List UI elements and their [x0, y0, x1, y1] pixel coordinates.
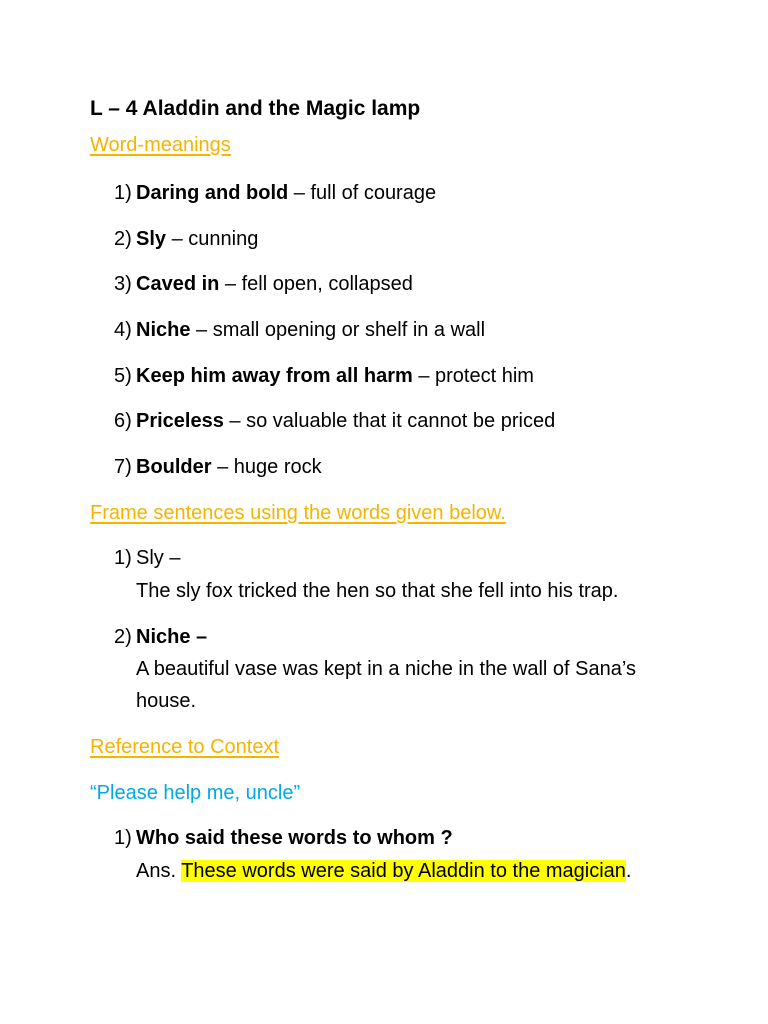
item-meaning: – protect him: [412, 365, 534, 387]
item-term: Boulder: [136, 456, 212, 478]
item-term: Niche –: [136, 626, 208, 648]
item-number: 4): [114, 319, 132, 341]
item-number: 5): [114, 365, 132, 387]
word-meaning-item: [114, 408, 555, 434]
word-meaning-item: [114, 271, 413, 297]
item-number: 1): [114, 182, 132, 204]
word-meaning-item: [114, 363, 534, 389]
item-term: Caved in: [136, 273, 220, 295]
item-number: 1): [114, 547, 132, 569]
item-meaning: – fell open, collapsed: [219, 273, 413, 295]
item-meaning: – small opening or shelf in a wall: [190, 319, 486, 341]
item-term: Sly –: [136, 547, 181, 569]
word-meaning-item: [114, 180, 436, 206]
answer-end: .: [625, 860, 632, 882]
item-term: Priceless: [136, 410, 224, 432]
item-number: 2): [114, 626, 132, 648]
item-meaning: – so valuable that it cannot be priced: [223, 410, 556, 432]
item-term: Daring and bold: [136, 182, 289, 204]
item-meaning: – huge rock: [211, 456, 322, 478]
item-term: Keep him away from all harm: [136, 365, 413, 387]
item-meaning: – cunning: [166, 228, 259, 250]
answer-line: [136, 858, 631, 884]
frame-sentence-text: house.: [136, 690, 197, 712]
frame-sentence-text: The sly fox tricked the hen so that she fell into his trap.: [136, 580, 619, 602]
page-title: L – 4 Aladdin and the Magic lamp: [90, 97, 421, 120]
item-term: Niche: [136, 319, 191, 341]
frame-sentence-text: A beautiful vase was kept in a niche in the wall of Sana’s: [136, 658, 636, 680]
reference-to-context-heading: Reference to Context: [90, 736, 279, 758]
item-meaning: – full of courage: [288, 182, 437, 204]
item-number: 1): [114, 827, 132, 849]
answer-label: Ans.: [136, 860, 182, 882]
frame-sentence-item: [114, 545, 180, 571]
item-term: Sly: [136, 228, 167, 250]
question-text: Who said these words to whom ?: [136, 827, 453, 849]
word-meaning-item: [114, 454, 322, 480]
frame-sentences-heading: Frame sentences using the words given below.: [90, 502, 506, 524]
item-number: 6): [114, 410, 132, 432]
word-meanings-heading: Word-meanings: [90, 134, 231, 156]
item-number: 7): [114, 456, 132, 478]
word-meaning-item: [114, 226, 258, 252]
answer-highlight: These words were said by Aladdin to the magician: [181, 860, 626, 882]
question-item: [114, 825, 453, 851]
word-meaning-item: [114, 317, 485, 343]
frame-sentence-item: [114, 624, 207, 650]
item-number: 3): [114, 273, 132, 295]
item-number: 2): [114, 228, 132, 250]
context-quote: “Please help me, uncle”: [90, 782, 301, 804]
